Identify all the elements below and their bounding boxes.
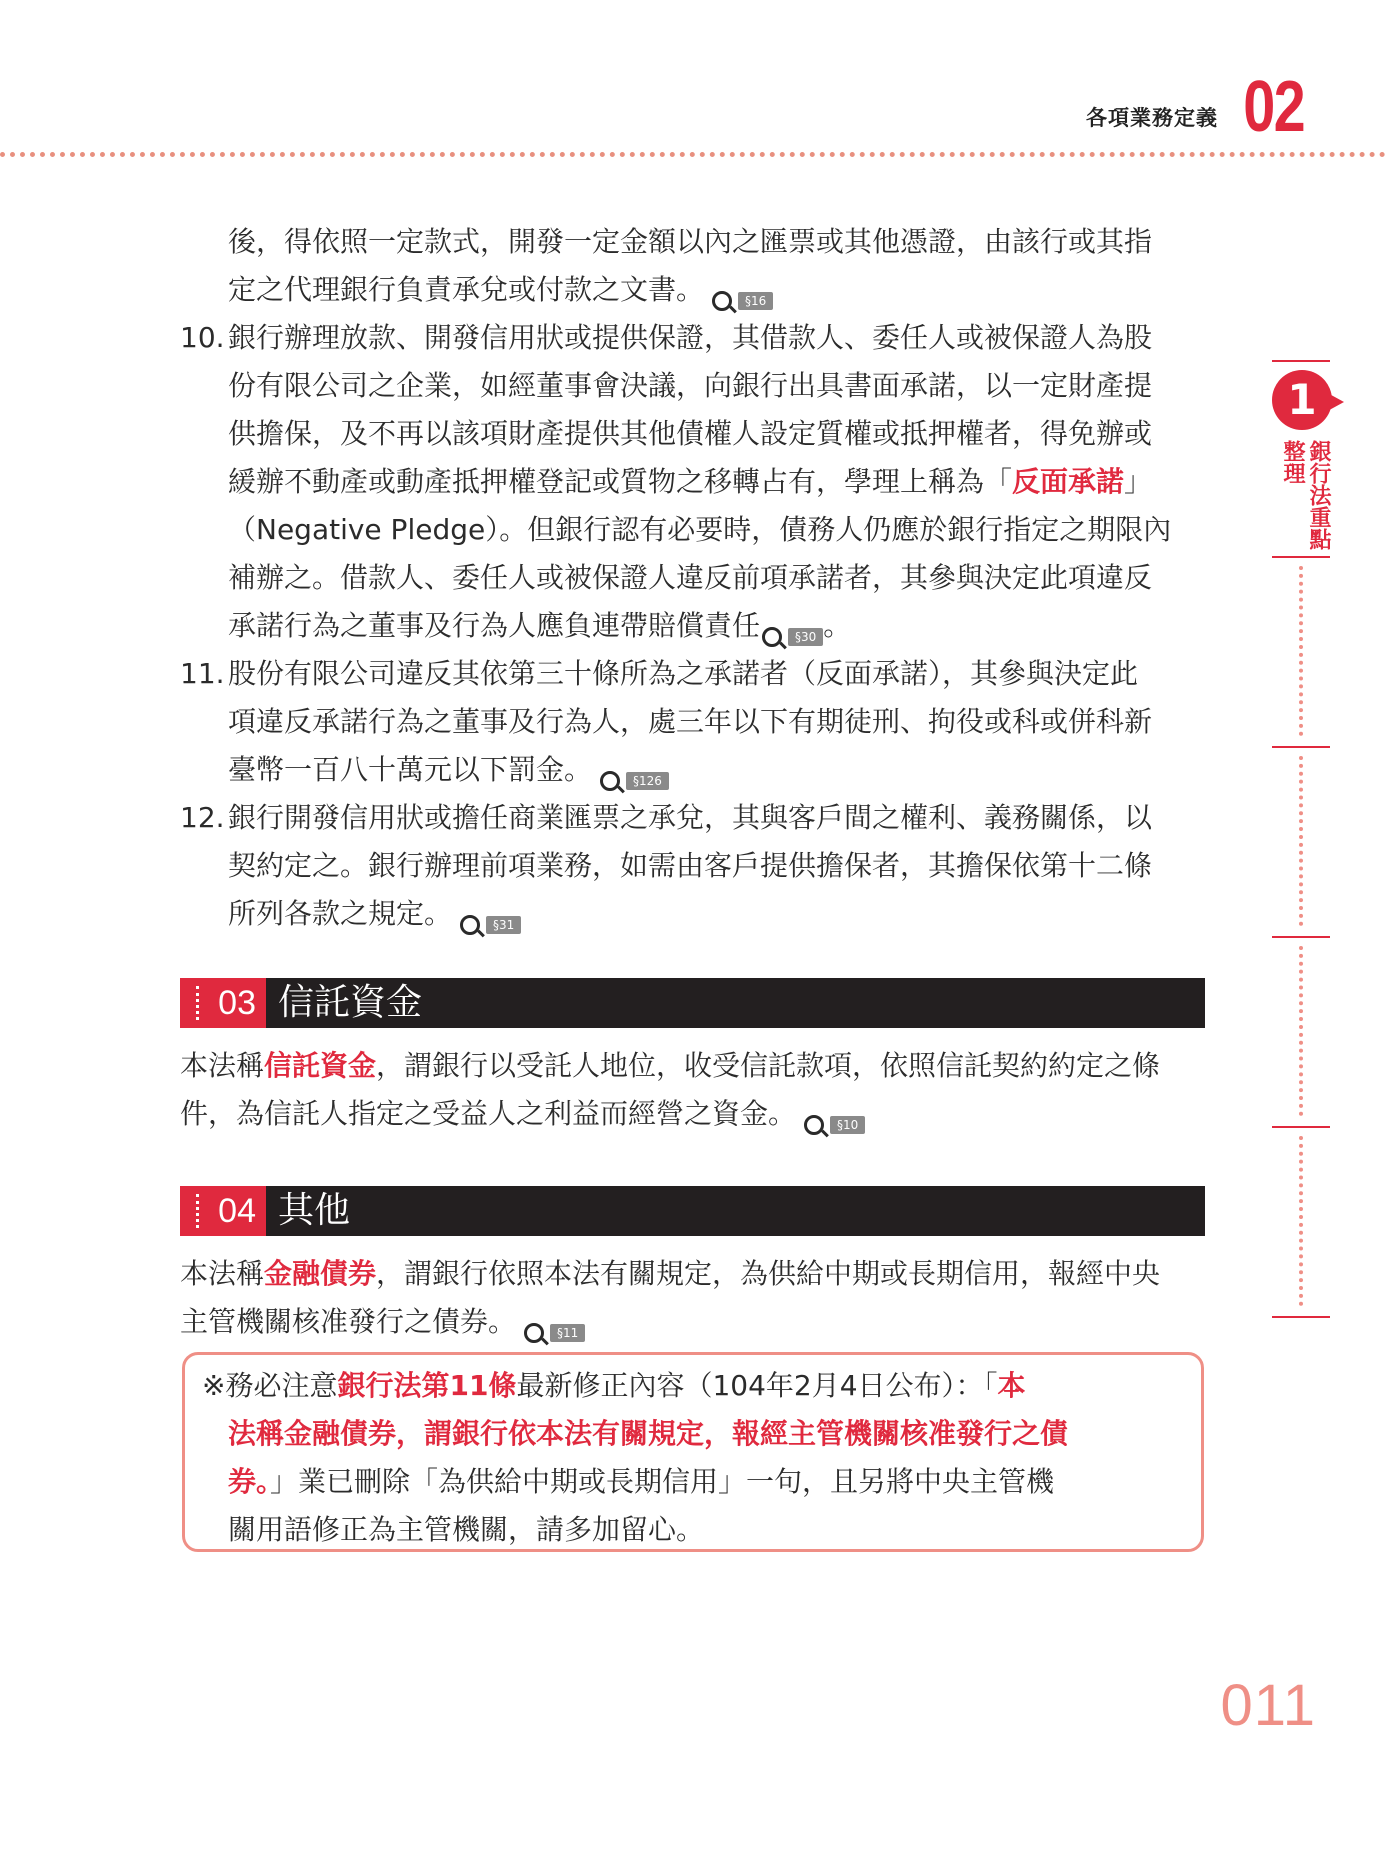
text-line [180,1094,865,1134]
text-line [180,1254,1160,1294]
text-line: 銀行辦理放款、開發信用狀或提供保證，其借款人、委任人或被保證人為股 [228,321,1153,354]
note-line [228,1462,1054,1502]
text-line [228,606,851,646]
magnifier-icon [600,771,620,791]
section-header-04 [180,1186,1205,1236]
text-span: ，謂銀行依照本法有關規定，為供給中期或長期信用，報經中央 [376,1257,1161,1290]
header-divider [0,152,1386,157]
article-reference [524,1312,585,1340]
section-number: 03 [180,978,266,1028]
magnifier-icon [460,915,480,935]
article-tag: §30 [788,628,823,646]
text-span: 本法稱 [180,1049,265,1082]
text-span: 。 [823,609,852,642]
text-line: （Negative Pledge）。但銀行認有必要時，債務人仍應於銀行指定之期限內 [228,513,1172,546]
highlight-term: 銀行法第11條 [337,1369,517,1402]
magnifier-icon [712,291,732,311]
text-line [180,1302,585,1342]
text-line: 契約定之。銀行辦理前項業務，如需由客戶提供擔保者，其擔保依第十二條 [228,849,1153,882]
side-tab-label: 銀行法重點 [1306,440,1331,550]
article-reference [600,760,669,788]
text-line: 銀行開發信用狀或擔任商業匯票之承兌，其與客戶間之權利、義務關係，以 [228,801,1153,834]
text-span: 定之代理銀行負責承兌或付款之文書。 [228,273,705,306]
chapter-title: 各項業務定義 [1086,106,1218,130]
section-header-03 [180,978,1205,1028]
text-line [228,462,1152,502]
article-reference [460,904,521,932]
highlight-term: 金融債券 [264,1257,377,1290]
text-line: 供擔保，及不再以該項財產提供其他債權人設定質權或抵押權者，得免辦或 [228,417,1153,450]
text-line: 後，得依照一定款式，開發一定金額以內之匯票或其他憑證，由該行或其指 [228,225,1153,258]
article-reference [762,616,823,644]
item-number: 12. [180,801,225,834]
section-title: 信託資金 [278,982,423,1023]
text-span: ※務必注意 [202,1369,338,1402]
text-span: 最新修正內容（104年2月4日公布）：「 [516,1369,998,1402]
article-tag: §10 [830,1116,865,1134]
text-line: 股份有限公司違反其依第三十條所為之承諾者（反面承諾），其參與決定此 [228,657,1139,690]
text-span: 」業已刪除「為供給中期或長期信用」一句，且另將中央主管機 [270,1465,1055,1498]
text-line: 項違反承諾行為之董事及行為人，處三年以下有期徒刑、拘役或科或併科新 [228,705,1153,738]
text-span: 所列各款之規定。 [228,897,453,930]
highlight-term: 反面承諾 [1012,465,1125,498]
magnifier-icon [762,627,782,647]
text-span: 主管機關核准發行之債券。 [180,1305,517,1338]
highlight-term: 信託資金 [264,1049,377,1082]
article-tag: §126 [626,772,669,790]
side-divider [1272,1316,1330,1318]
section-number: 04 [180,1186,266,1236]
magnifier-icon [524,1323,544,1343]
text-line [228,270,773,310]
text-line: 份有限公司之企業，如經董事會決議，向銀行出具書面承諾，以一定財產提 [228,369,1153,402]
side-divider [1272,746,1330,748]
text-span: 本法稱 [180,1257,265,1290]
text-line [228,750,669,790]
text-line [228,894,521,934]
side-divider [1272,1126,1330,1128]
text-line [180,1046,1160,1086]
note-line [202,1366,1026,1406]
highlight-term: 券。 [228,1465,271,1498]
side-divider [1272,556,1330,558]
magnifier-icon [804,1115,824,1135]
text-span: 」 [1124,465,1153,498]
highlight-term: 本 [997,1369,1026,1402]
side-divider [1272,360,1330,362]
page-number: 011 [1220,1673,1316,1738]
side-dotted-line [1299,756,1303,926]
text-span: 承諾行為之董事及行為人應負連帶賠償責任 [228,609,761,642]
note-line: 關用語修正為主管機關，請多加留心。 [228,1513,705,1546]
text-span: 件，為信託人指定之受益人之利益而經營之資金。 [180,1097,797,1130]
note-line [228,1414,1068,1454]
text-span: ，謂銀行以受託人地位，收受信託款項，依照信託契約約定之條 [376,1049,1161,1082]
article-tag: §16 [738,292,773,310]
item-number: 11. [180,657,225,690]
article-reference [712,280,773,308]
side-tab-number: 1 [1272,370,1332,430]
item-number: 10. [180,321,225,354]
text-span: 緩辦不動產或動產抵押權登記或質物之移轉占有，學理上稱為「 [228,465,1013,498]
chapter-number: 02 [1243,67,1304,147]
section-title: 其他 [278,1190,351,1231]
text-span: 臺幣一百八十萬元以下罰金。 [228,753,593,786]
article-tag: §31 [486,916,521,934]
text-line: 補辦之。借款人、委任人或被保證人違反前項承諾者，其參與決定此項違反 [228,561,1153,594]
side-dotted-line [1299,566,1303,736]
side-dotted-line [1299,946,1303,1116]
article-reference [804,1104,865,1132]
side-dotted-line [1299,1136,1303,1306]
highlight-term: 法稱金融債券，謂銀行依本法有關規定，報經主管機關核准發行之債 [228,1417,1069,1450]
article-tag: §11 [550,1324,585,1342]
side-tab-label: 整理 [1280,440,1305,484]
side-divider [1272,936,1330,938]
